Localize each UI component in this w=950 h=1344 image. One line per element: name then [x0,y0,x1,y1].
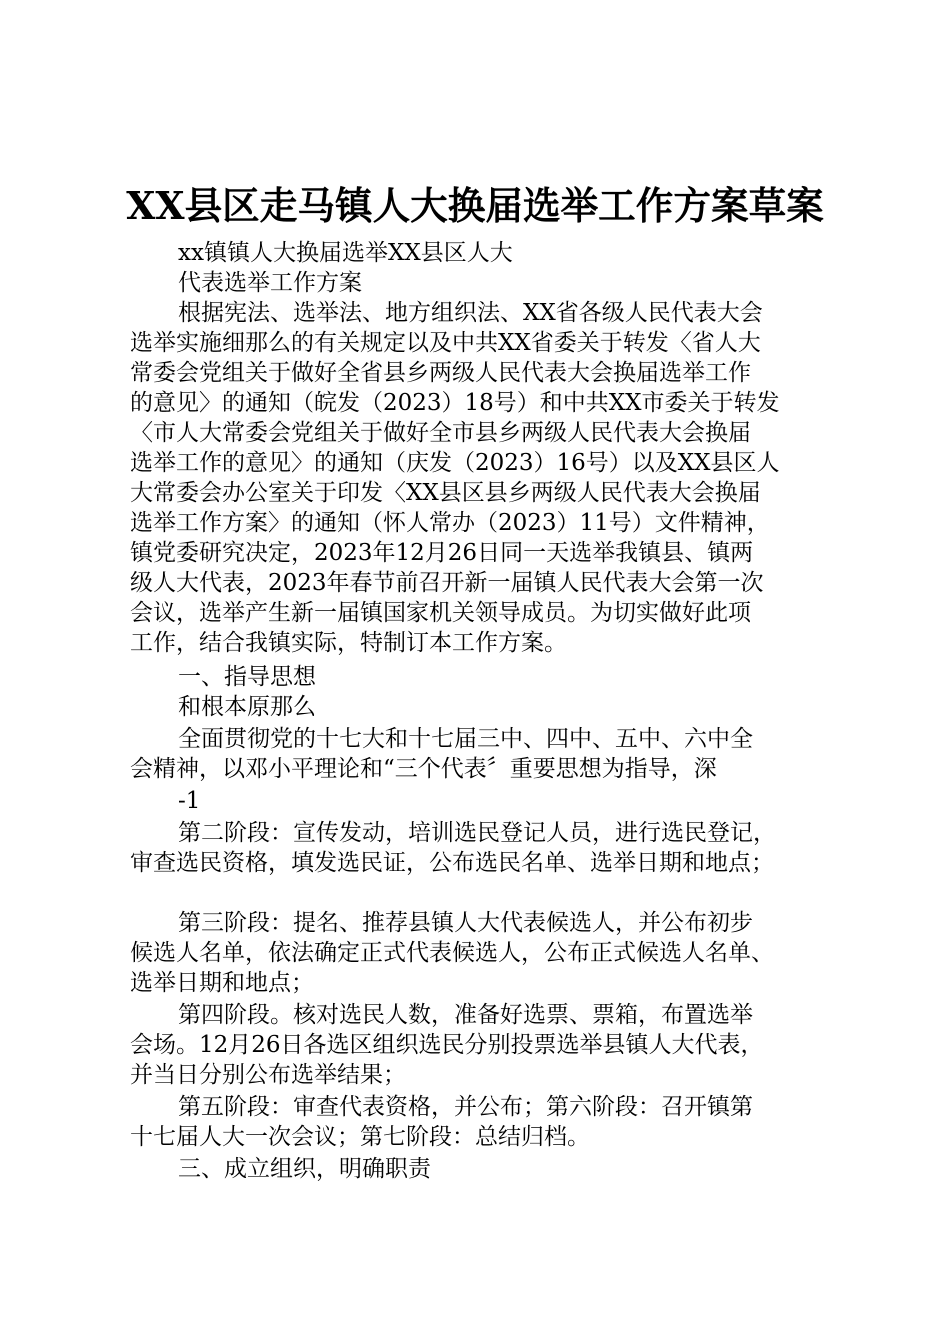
text-line: 十七届人大一次会议；第七阶段：总结归档。 [130,1124,590,1150]
text-line: 大常委会办公室关于印发〈XX县区县乡两级人民代表大会换届 [130,480,761,506]
text-line: 第三阶段：提名、推荐县镇人大代表候选人，并公布初步 [178,910,753,936]
text-line: 并当日分别公布选举结果； [130,1062,406,1088]
text-line: 镇党委研究决定，2023年12月26日同一天选举我镇县、镇两 [130,540,754,566]
text-line: 选举工作方案〉的通知（怀人常办（2023）11号）文件精神， [130,510,770,536]
text-line: 会精神，以邓小平理论和“三个代表〞重要思想为指导，深 [130,756,717,782]
text-line: 全面贯彻党的十七大和十七届三中、四中、五中、六中全 [178,726,753,752]
text-line: 第二阶段：宣传发动，培训选民登记人员，进行选民登记， [178,820,776,846]
text-line: 的意见〉的通知（皖发（2023）18号）和中共XX市委关于转发 [130,390,780,416]
text-line: 会场。12月26日各选区组织选民分别投票选举县镇人大代表， [130,1032,764,1058]
section-heading: 一、指导思想 [178,664,316,690]
text-line: 选举工作的意见〉的通知（庆发（2023）16号）以及XX县区人 [130,450,780,476]
text-line: 第五阶段：审查代表资格，并公布；第六阶段：召开镇第 [178,1094,753,1120]
section-heading: 三、成立组织，明确职责 [178,1156,431,1182]
text-line: 会议，选举产生新一届镇国家机关领导成员。为切实做好此项 [130,600,751,626]
text-line: 第四阶段。核对选民人数，准备好选票、票箱，布置选举 [178,1002,753,1028]
text-line: 候选人名单，依法确定正式代表候选人，公布正式候选人名单、 [130,940,774,966]
document-title: XX县区走马镇人大换届选举工作方案草案 [126,183,824,228]
text-line: 审查选民资格，填发选民证，公布选民名单、选举日期和地点； [130,850,774,876]
text-line: 〈市人大常委会党组关于做好全市县乡两级人民代表大会换届 [130,420,751,446]
section-heading-cont: 和根本原那么 [178,694,316,720]
page-number: -1 [178,788,201,814]
subtitle-line-2: 代表选举工作方案 [178,270,362,296]
subtitle-line-1: xx镇镇人大换届选举XX县区人大 [178,240,513,266]
text-line: 根据宪法、选举法、地方组织法、XX省各级人民代表大会 [178,300,763,326]
text-line: 选举实施细那么的有关规定以及中共XX省委关于转发〈省人大 [130,330,761,356]
text-line: 常委会党组关于做好全省县乡两级人民代表大会换届选举工作 [130,360,751,386]
text-line: 工作，结合我镇实际，特制订本工作方案。 [130,630,567,656]
text-line: 级人大代表，2023年春节前召开新一届镇人民代表大会第一次 [130,570,764,596]
text-line: 选举日期和地点； [130,970,314,996]
